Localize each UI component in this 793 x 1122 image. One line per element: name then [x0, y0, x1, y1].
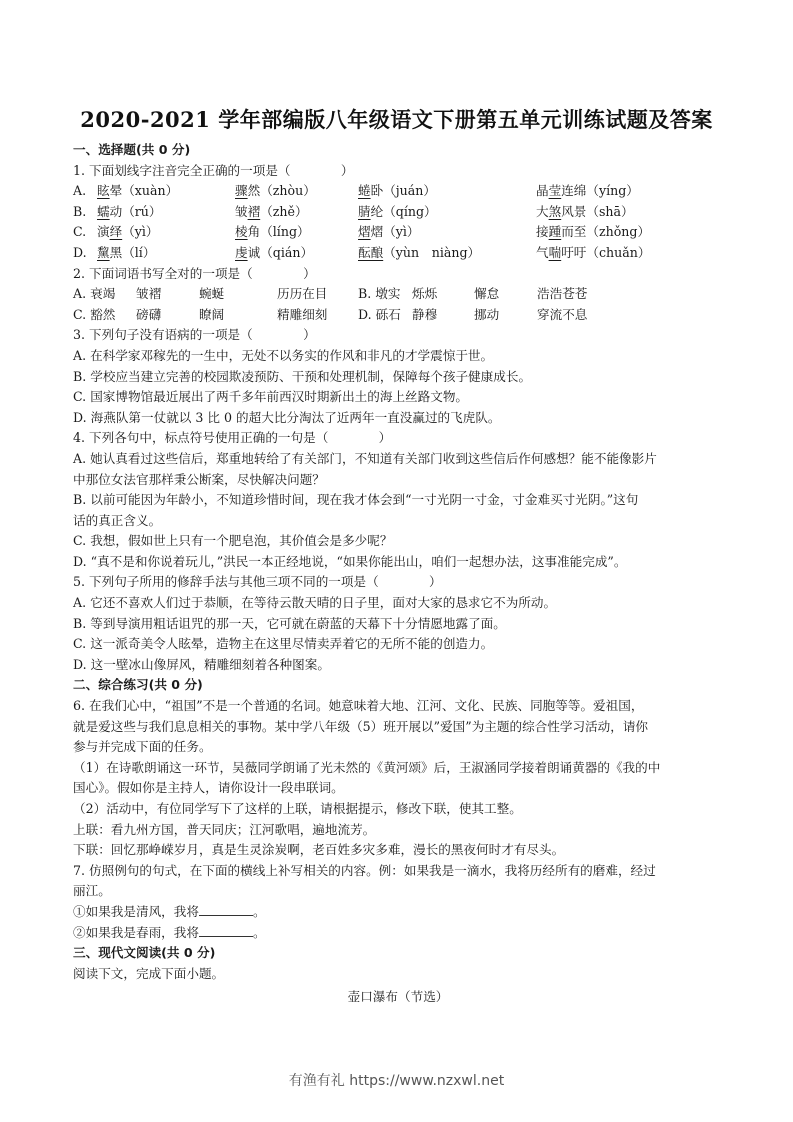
word-cell: 浩浩苍苍 — [537, 286, 588, 302]
word-pinyin-item — [97, 222, 159, 243]
question-7-stem-cont: 丽江。 — [73, 883, 111, 899]
word-pinyin-item — [536, 243, 650, 264]
item-1-prefix: ①如果我是清风，我将 — [73, 903, 199, 919]
word-rest-pinyin: 动（rú） — [109, 203, 162, 219]
question-2-stem: 2. 下面词语书写全对的一项是（ ） — [73, 265, 316, 281]
item-2-prefix: ②如果我是春雨，我将 — [73, 924, 199, 940]
word-pinyin-item — [358, 243, 480, 264]
word-cell: A. 衰竭 — [73, 286, 116, 302]
word-rest-pinyin: 连绵（yíng） — [561, 183, 639, 199]
question-3-option-c: C. 国家博物馆最近展出了两千多年前西汉时期新出土的海上丝路文物。 — [73, 389, 469, 405]
word-prefix: 大 — [536, 203, 549, 219]
word-rest-pinyin: 风景（shā） — [561, 203, 634, 219]
question-7-stem: 7. 仿照例句的句式，在下面的横线上补写相关的内容。例：如果我是一滴水，我将历经所有的磨难，经过 — [73, 862, 656, 878]
document-body — [73, 140, 723, 1008]
question-6-line: 就是爱这些与我们息息相关的事物。某中学八年级（5）班开展以”爱国”为主题的综合性学习活动，请你 — [73, 718, 649, 734]
word-rest-pinyin: （yùn niàng） — [383, 244, 481, 260]
word-pinyin-item — [536, 222, 650, 243]
word-prefix: 皱 — [235, 203, 248, 219]
question-2-option-row — [73, 284, 723, 305]
word-cell: 烁烁 — [412, 286, 438, 302]
question-3-option-b: B. 学校应当建立完善的校园欺凌预防、干预和处理机制，保障每个孩子健康成长。 — [73, 368, 532, 384]
question-4-option-a-line1: A. 她认真看过这些信后，郑重地转给了有关部门，不知道有关部门收到这些信后作何感想？能不能像影片 — [73, 450, 657, 466]
word-pinyin-item — [536, 181, 639, 202]
underlined-character: 蜷 — [358, 183, 371, 199]
question-4-option-d: D. “真不是和你说着玩儿，”洪民一本正经地说，“如果你能出山，咱们一起想办法，这事准能完成”。 — [73, 553, 627, 569]
word-pinyin-item — [536, 202, 634, 223]
word-rest-pinyin: 而至（zhǒng） — [561, 224, 651, 240]
underlined-character: 莹 — [548, 183, 562, 199]
word-pinyin-item — [358, 222, 420, 243]
word-cell: 穿流不息 — [537, 306, 588, 322]
word-rest-pinyin: 黑（lí） — [109, 244, 156, 260]
word-rest-pinyin: 角（líng） — [247, 224, 310, 240]
question-5-option-a: A. 它还不喜欢人们过于恭顺，在等待云散天晴的日子里，面对大家的恳求它不为所动。 — [73, 595, 557, 611]
couplet-lower: 下联：回忆那峥嵘岁月，真是生灵涂炭啊，老百姓多灾多难，漫长的黑夜何时才有尽头。 — [73, 842, 565, 858]
underlined-character: 煞 — [548, 203, 562, 219]
question-1-option-row — [73, 243, 723, 264]
word-pinyin-item — [97, 243, 155, 264]
word-cell: 磅礴 — [136, 306, 162, 322]
question-3-option-a: A. 在科学家邓稼先的一生中，无处不以务实的作风和非凡的才学震惊于世。 — [73, 347, 494, 363]
word-rest-pinyin: 然（zhòu） — [247, 183, 316, 199]
question-5-stem: 5. 下列句子所用的修辞手法与其他三项不同的一项是（ ） — [73, 574, 442, 590]
word-rest-pinyin: （zhě） — [260, 203, 308, 219]
word-prefix: 气 — [536, 244, 549, 260]
underlined-character: 眩 — [97, 183, 110, 199]
underlined-character: 踵 — [548, 224, 562, 240]
question-1-option-row — [73, 202, 723, 223]
word-rest-pinyin: 诚（qián） — [247, 244, 314, 260]
section-heading-practice: 二、综合练习(共 0 分) — [73, 677, 203, 693]
word-rest-pinyin: 吁吁（chuǎn） — [561, 244, 651, 260]
question-7-item-2 — [73, 923, 723, 944]
question-1-option-row — [73, 181, 723, 202]
word-cell: 蜿蜒 — [199, 286, 225, 302]
word-cell: 皱褶 — [136, 286, 162, 302]
underlined-character: 绎 — [109, 224, 123, 240]
question-2-option-row — [73, 305, 723, 326]
word-pinyin-item — [235, 181, 316, 202]
question-5-option-c: C. 这一派奇美令人眩晕，造物主在这里尽情卖弄着它的无所不能的创造力。 — [73, 636, 494, 652]
word-rest-pinyin: 晕（xuàn） — [109, 183, 179, 199]
word-rest-pinyin: （yì） — [122, 224, 159, 240]
section-heading-choice: 一、选择题(共 0 分) — [73, 142, 191, 157]
reading-instruction: 阅读下文，完成下面小题。 — [73, 965, 225, 981]
question-7-item-1 — [73, 902, 723, 923]
word-prefix: 晶 — [536, 183, 549, 199]
document-title: 2020-2021 学年部编版八年级语文下册第五单元训练试题及答案 — [80, 107, 713, 132]
underlined-character: 黧 — [97, 244, 110, 260]
question-6-part-2: （2）活动中，有位同学写下了这样的上联，请根据提示，修改下联，使其工整。 — [73, 801, 522, 816]
word-rest-pinyin: 纶（qíng） — [370, 203, 437, 219]
option-label: D. — [73, 244, 87, 260]
word-cell: 静穆 — [412, 306, 438, 322]
question-3-option-d: D. 海燕队第一仗就以 3 比 0 的超大比分淘汰了近两年一直没赢过的飞虎队。 — [73, 409, 501, 425]
question-6-part-1: （1）在诗歌朗诵这一环节，吴薇同学朗诵了光未然的《黄河颂》后，王淑涵同学接着朗诵黄器的《我的中 — [73, 759, 661, 775]
word-pinyin-item — [235, 202, 308, 223]
question-4-stem: 4. 下列各句中，标点符号使用正确的一句是（ ） — [73, 430, 392, 446]
question-5-option-b: B. 等到导演用粗话诅咒的那一天，它可就在蔚蓝的天幕下十分情愿地露了面。 — [73, 615, 506, 631]
question-4-option-a-line2: 中那位女法官那样秉公断案，尽快解决问题？ — [73, 471, 325, 487]
underlined-character: 蠕 — [97, 203, 110, 219]
option-label: A. — [73, 183, 87, 199]
answer-blank-1[interactable] — [199, 902, 253, 916]
watermark-footer: 有渔有礼 https://www.nzxwl.net — [288, 1073, 505, 1089]
passage-title: 壶口瀑布（节选） — [347, 989, 449, 1005]
word-cell: D. 砾石 — [358, 306, 401, 322]
couplet-upper: 上联：看九州方国，普天同庆；江河歌唱，遍地流芳。 — [73, 821, 376, 837]
word-cell: 历历在目 — [277, 286, 328, 302]
word-pinyin-item — [235, 222, 310, 243]
word-cell: 精雕细刻 — [277, 306, 328, 322]
underlined-character: 骤 — [235, 183, 248, 199]
word-pinyin-item — [358, 181, 436, 202]
question-1-option-row — [73, 222, 723, 243]
word-cell: 挪动 — [474, 306, 500, 322]
word-prefix: 接 — [536, 224, 549, 240]
word-pinyin-item — [97, 202, 162, 223]
question-1-options — [73, 181, 723, 263]
word-cell: 懈怠 — [474, 286, 500, 302]
underlined-character: 虔 — [235, 244, 248, 260]
word-cell: 瞭阔 — [199, 306, 225, 322]
option-label: C. — [73, 224, 87, 240]
question-6-line: 6. 在我们心中，“祖国”不是一个普通的名词。她意味着大地、江河、文化、民族、同胞等等。爱祖国， — [73, 698, 644, 714]
question-3-stem: 3. 下列句子没有语病的一项是（ ） — [73, 327, 316, 343]
question-4-option-c: C. 我想，假如世上只有一个肥皂泡，其价值会是多少呢？ — [73, 533, 393, 549]
underlined-character: 熠 — [358, 224, 371, 240]
question-1-stem: 1. 下面划线字注音完全正确的一项是（ ） — [73, 162, 354, 178]
underlined-character: 腈 — [358, 203, 371, 219]
section-heading-reading: 三、现代文阅读(共 0 分) — [73, 945, 216, 961]
question-6-line: 参与并完成下面的任务。 — [73, 739, 212, 755]
question-6-part-1-cont: 国心》。假如你是主持人，请你设计一段串联词。 — [73, 780, 344, 796]
question-2-options — [73, 284, 723, 325]
question-4-option-b-line2: 话的真正含义。 — [73, 512, 162, 528]
word-pinyin-item — [235, 243, 313, 264]
underlined-character: 褶 — [247, 203, 261, 219]
answer-blank-2[interactable] — [199, 923, 253, 937]
word-prefix: 演 — [97, 224, 110, 240]
question-4-option-b-line1: B. 以前可能因为年龄小，不知道珍惜时间，现在我才体会到“一寸光阴一寸金，寸金难买寸光阴。”这句 — [73, 492, 639, 508]
word-pinyin-item — [358, 202, 437, 223]
word-rest-pinyin: 卧（juán） — [370, 183, 437, 199]
item-2-suffix: 。 — [252, 924, 266, 940]
underlined-character: 棱 — [235, 224, 248, 240]
word-cell: C. 豁然 — [73, 306, 116, 322]
question-5-option-d: D. 这一壁冰山像屏风，精雕细刻着各种图案。 — [73, 656, 330, 672]
item-1-suffix: 。 — [252, 903, 266, 919]
word-cell: B. 墩实 — [358, 286, 401, 302]
option-label: B. — [73, 203, 87, 219]
word-pinyin-item — [97, 181, 178, 202]
underlined-character: 酝酿 — [358, 244, 384, 260]
word-rest-pinyin: 熠（yì） — [370, 224, 420, 240]
underlined-character: 喘 — [548, 244, 562, 260]
